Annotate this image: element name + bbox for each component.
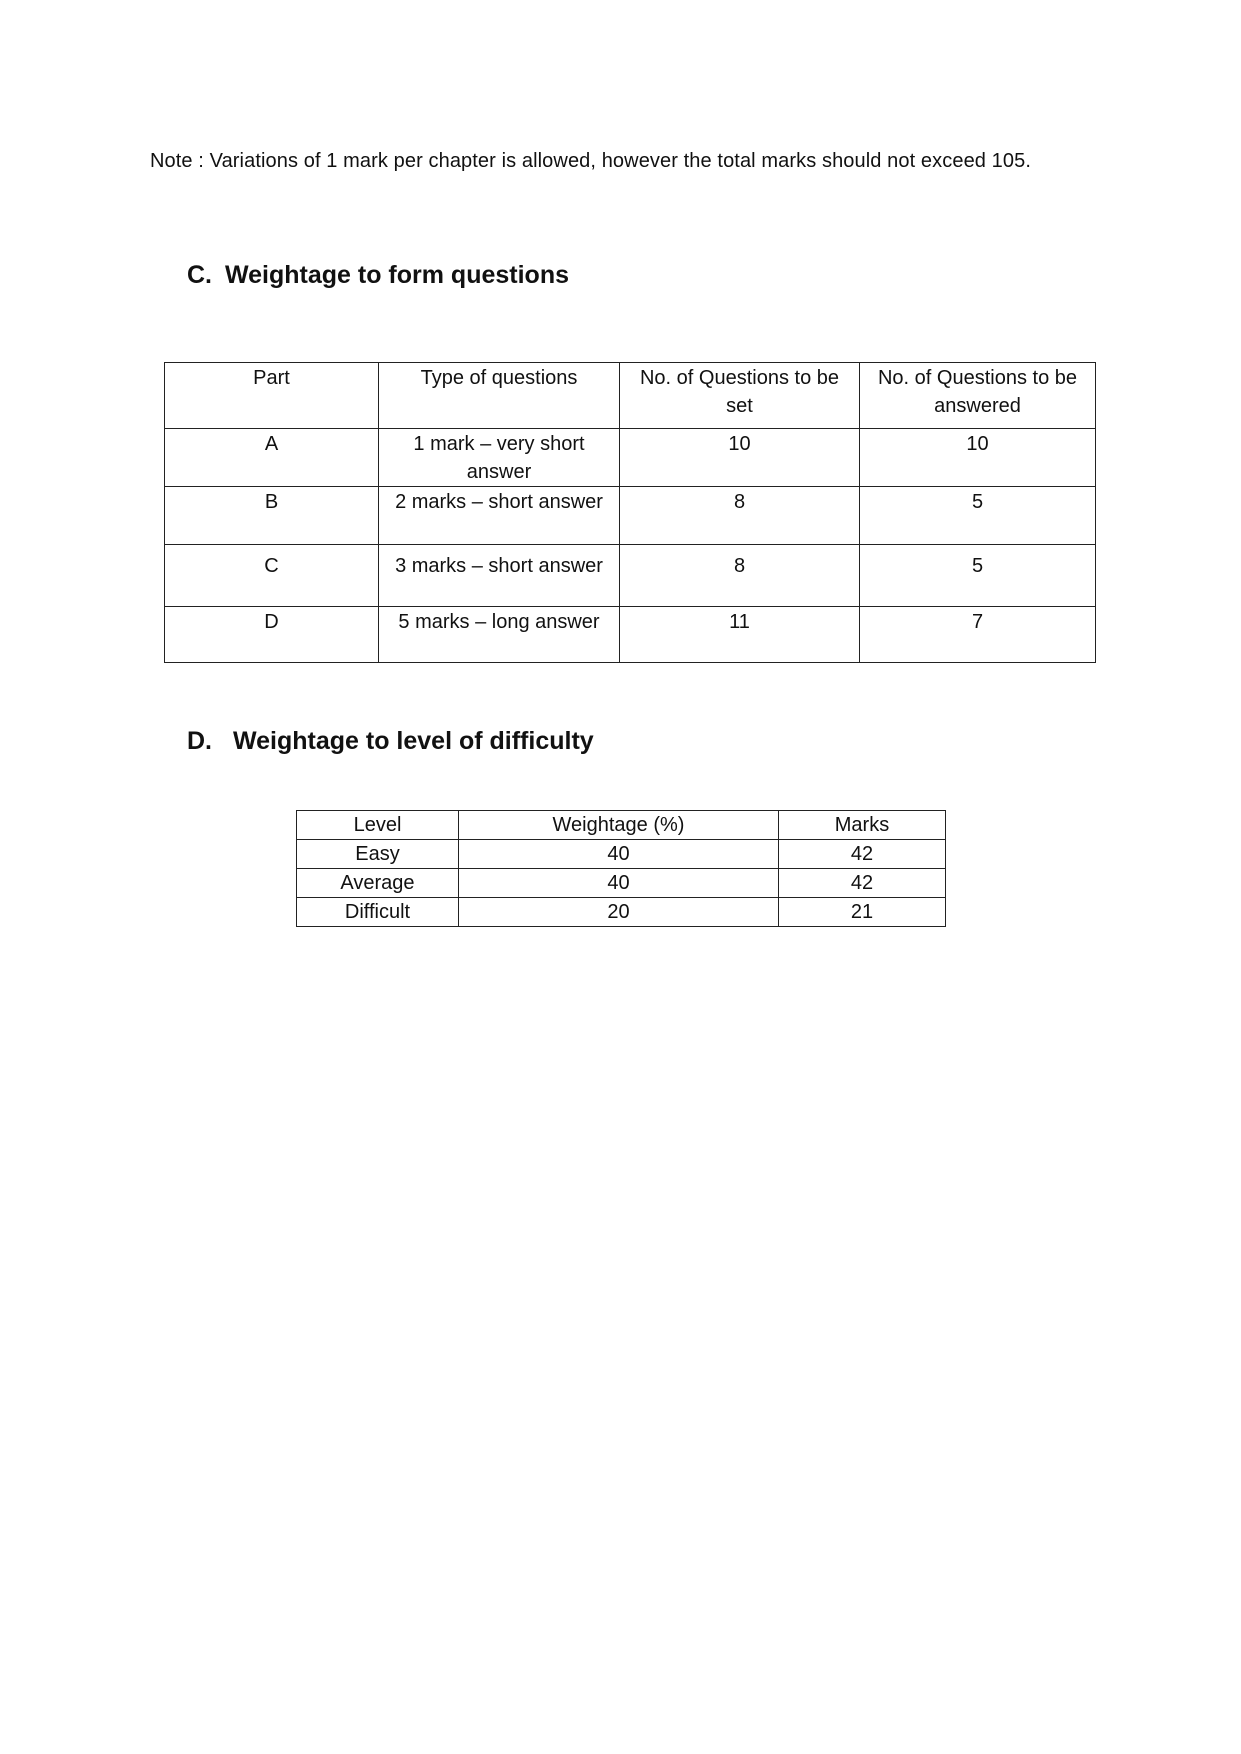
table-row bbox=[297, 840, 946, 869]
cell-level: Difficult bbox=[297, 898, 459, 927]
table-row bbox=[297, 898, 946, 927]
note-text: Note : Variations of 1 mark per chapter is allowed, however the total marks should not exceed 105. bbox=[150, 150, 1032, 172]
cell-part: A bbox=[165, 429, 379, 487]
table-header-row bbox=[297, 811, 946, 840]
cell-marks: 21 bbox=[779, 898, 946, 927]
cell-part: B bbox=[165, 487, 379, 545]
header-level: Level bbox=[297, 811, 459, 840]
header-weightage: Weightage (%) bbox=[459, 811, 779, 840]
question-form-table bbox=[164, 362, 1096, 663]
cell-level: Average bbox=[297, 869, 459, 898]
cell-answered: 7 bbox=[860, 607, 1096, 663]
difficulty-table bbox=[296, 810, 946, 927]
cell-answered: 5 bbox=[860, 545, 1096, 607]
cell-type: 2 marks – short answer bbox=[379, 487, 620, 545]
cell-set: 10 bbox=[620, 429, 860, 487]
section-d-letter: D. bbox=[187, 727, 212, 755]
cell-weightage: 20 bbox=[459, 898, 779, 927]
cell-answered: 5 bbox=[860, 487, 1096, 545]
cell-type: 3 marks – short answer bbox=[379, 545, 620, 607]
cell-marks: 42 bbox=[779, 869, 946, 898]
cell-answered: 10 bbox=[860, 429, 1096, 487]
table-row bbox=[165, 545, 1096, 607]
table-header-row bbox=[165, 363, 1096, 429]
header-marks: Marks bbox=[779, 811, 946, 840]
section-c-letter: C. bbox=[187, 261, 212, 289]
cell-weightage: 40 bbox=[459, 869, 779, 898]
table-row bbox=[165, 607, 1096, 663]
header-type: Type of questions bbox=[379, 363, 620, 429]
table-row bbox=[165, 429, 1096, 487]
cell-set: 8 bbox=[620, 487, 860, 545]
cell-marks: 42 bbox=[779, 840, 946, 869]
cell-type: 1 mark – very short answer bbox=[379, 429, 620, 487]
section-d-heading bbox=[187, 727, 594, 756]
cell-level: Easy bbox=[297, 840, 459, 869]
section-d-title: Weightage to level of difficulty bbox=[233, 727, 594, 755]
header-part: Part bbox=[165, 363, 379, 429]
cell-part: C bbox=[165, 545, 379, 607]
cell-type: 5 marks – long answer bbox=[379, 607, 620, 663]
table-row bbox=[165, 487, 1096, 545]
section-c-heading bbox=[187, 261, 569, 290]
cell-set: 11 bbox=[620, 607, 860, 663]
header-answered: No. of Questions to be answered bbox=[860, 363, 1096, 429]
cell-part: D bbox=[165, 607, 379, 663]
cell-weightage: 40 bbox=[459, 840, 779, 869]
header-set: No. of Questions to be set bbox=[620, 363, 860, 429]
table-row bbox=[297, 869, 946, 898]
cell-set: 8 bbox=[620, 545, 860, 607]
section-c-title: Weightage to form questions bbox=[225, 261, 569, 289]
